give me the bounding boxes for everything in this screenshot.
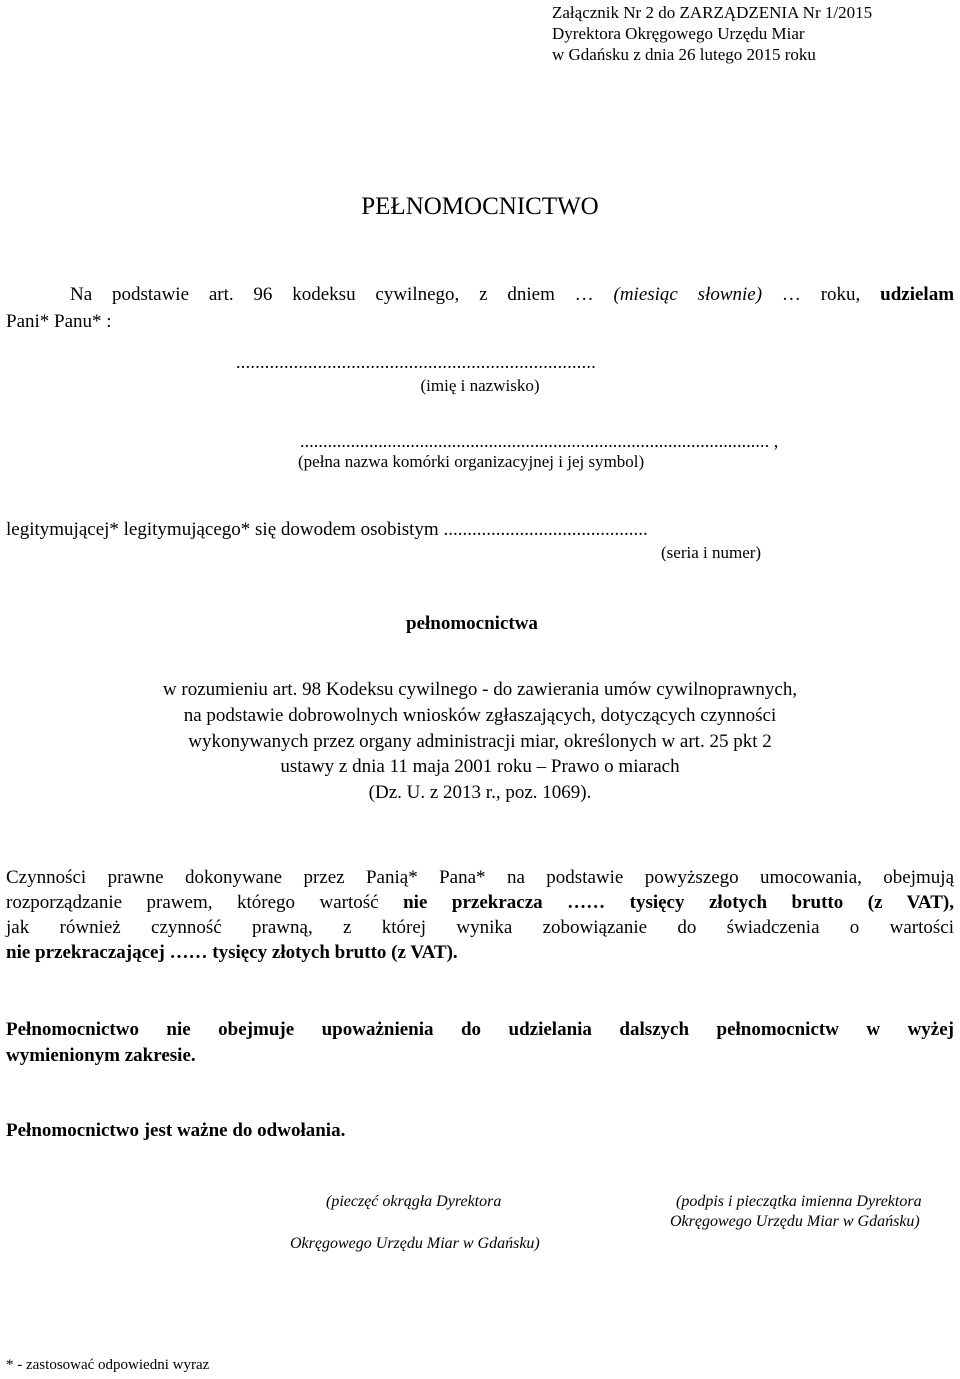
intro-text-4: udzielam xyxy=(880,284,955,305)
header-line-1: Załącznik Nr 2 do ZARZĄDZENIA Nr 1/2015 xyxy=(552,3,873,22)
name-caption: (imię i nazwisko) xyxy=(420,376,540,395)
scope-line-5: (Dz. U. z 2013 r., poz. 1069). xyxy=(368,782,592,803)
intro-line-1 xyxy=(6,283,954,307)
signature-left-line-1: (pieczęć okrągła Dyrektora xyxy=(326,1193,502,1210)
acts-line-4: nie przekraczającej …… tysięcy złotych brutto (z VAT). xyxy=(6,942,458,963)
scope-line-3: wykonywanych przez organy administracji miar, określonych w art. 25 pkt 2 xyxy=(188,731,772,752)
no-further-line-2: wymienionym zakresie. xyxy=(6,1045,196,1066)
validity-statement: Pełnomocnictwo jest ważne do odwołania. xyxy=(6,1120,346,1141)
intro-text-2: (miesiąc słownie) xyxy=(613,284,763,305)
section-title: pełnomocnictwa xyxy=(406,613,538,634)
unit-caption: (pełna nazwa komórki organizacyjnej i jej symbol) xyxy=(298,452,645,471)
scope-line-2: na podstawie dobrowolnych wniosków zgłaszających, dotyczących czynności xyxy=(183,705,777,726)
acts-text-2b: nie przekracza …… tysięcy złotych brutto (z VAT), xyxy=(403,892,954,913)
intro-line-2: Pani* Panu* : xyxy=(6,311,112,332)
no-further-line-1: Pełnomocnictwo nie obejmuje upoważnienia do udzielania dalszych pełnomocnictw w wyżej xyxy=(6,1019,954,1040)
signature-left-line-2: Okręgowego Urzędu Miar w Gdańsku) xyxy=(290,1235,540,1252)
document-title: PEŁNOMOCNICTWO xyxy=(361,193,599,220)
signature-right-line-1: (podpis i pieczątka imienna Dyrektora xyxy=(676,1193,922,1210)
acts-text-2a: rozporządzanie prawem, którego wartość xyxy=(6,892,379,913)
scope-line-4: ustawy z dnia 11 maja 2001 roku – Prawo o miarach xyxy=(280,756,680,777)
intro-text-1: Na podstawie art. 96 kodeksu cywilnego, z dniem … xyxy=(70,284,594,305)
signature-right-line-2: Okręgowego Urzędu Miar w Gdańsku) xyxy=(670,1213,920,1230)
header-line-3: w Gdańsku z dnia 26 lutego 2015 roku xyxy=(552,45,816,64)
intro-text-3: … roku, xyxy=(781,284,861,305)
footnote: * - zastosować odpowiedni wyraz xyxy=(6,1357,210,1373)
acts-line-2 xyxy=(6,891,954,915)
name-dots: ........................................................................... xyxy=(236,352,596,372)
unit-dots: ...................................................................................................... , xyxy=(300,431,779,451)
header-line-2: Dyrektora Okręgowego Urzędu Miar xyxy=(552,24,805,43)
scope-line-1: w rozumieniu art. 98 Kodeksu cywilnego - do zawierania umów cywilnoprawnych, xyxy=(162,679,798,700)
id-line: legitymującej* legitymującego* się dowodem osobistym ........................................... xyxy=(6,519,648,540)
acts-line-3: jak również czynność prawną, z której wynika zobowiązanie do świadczenia o wartości xyxy=(6,917,954,938)
acts-line-1: Czynności prawne dokonywane przez Panią* Pana* na podstawie powyższego umocowania, obejmują xyxy=(6,867,954,888)
id-caption: (seria i numer) xyxy=(661,543,762,562)
